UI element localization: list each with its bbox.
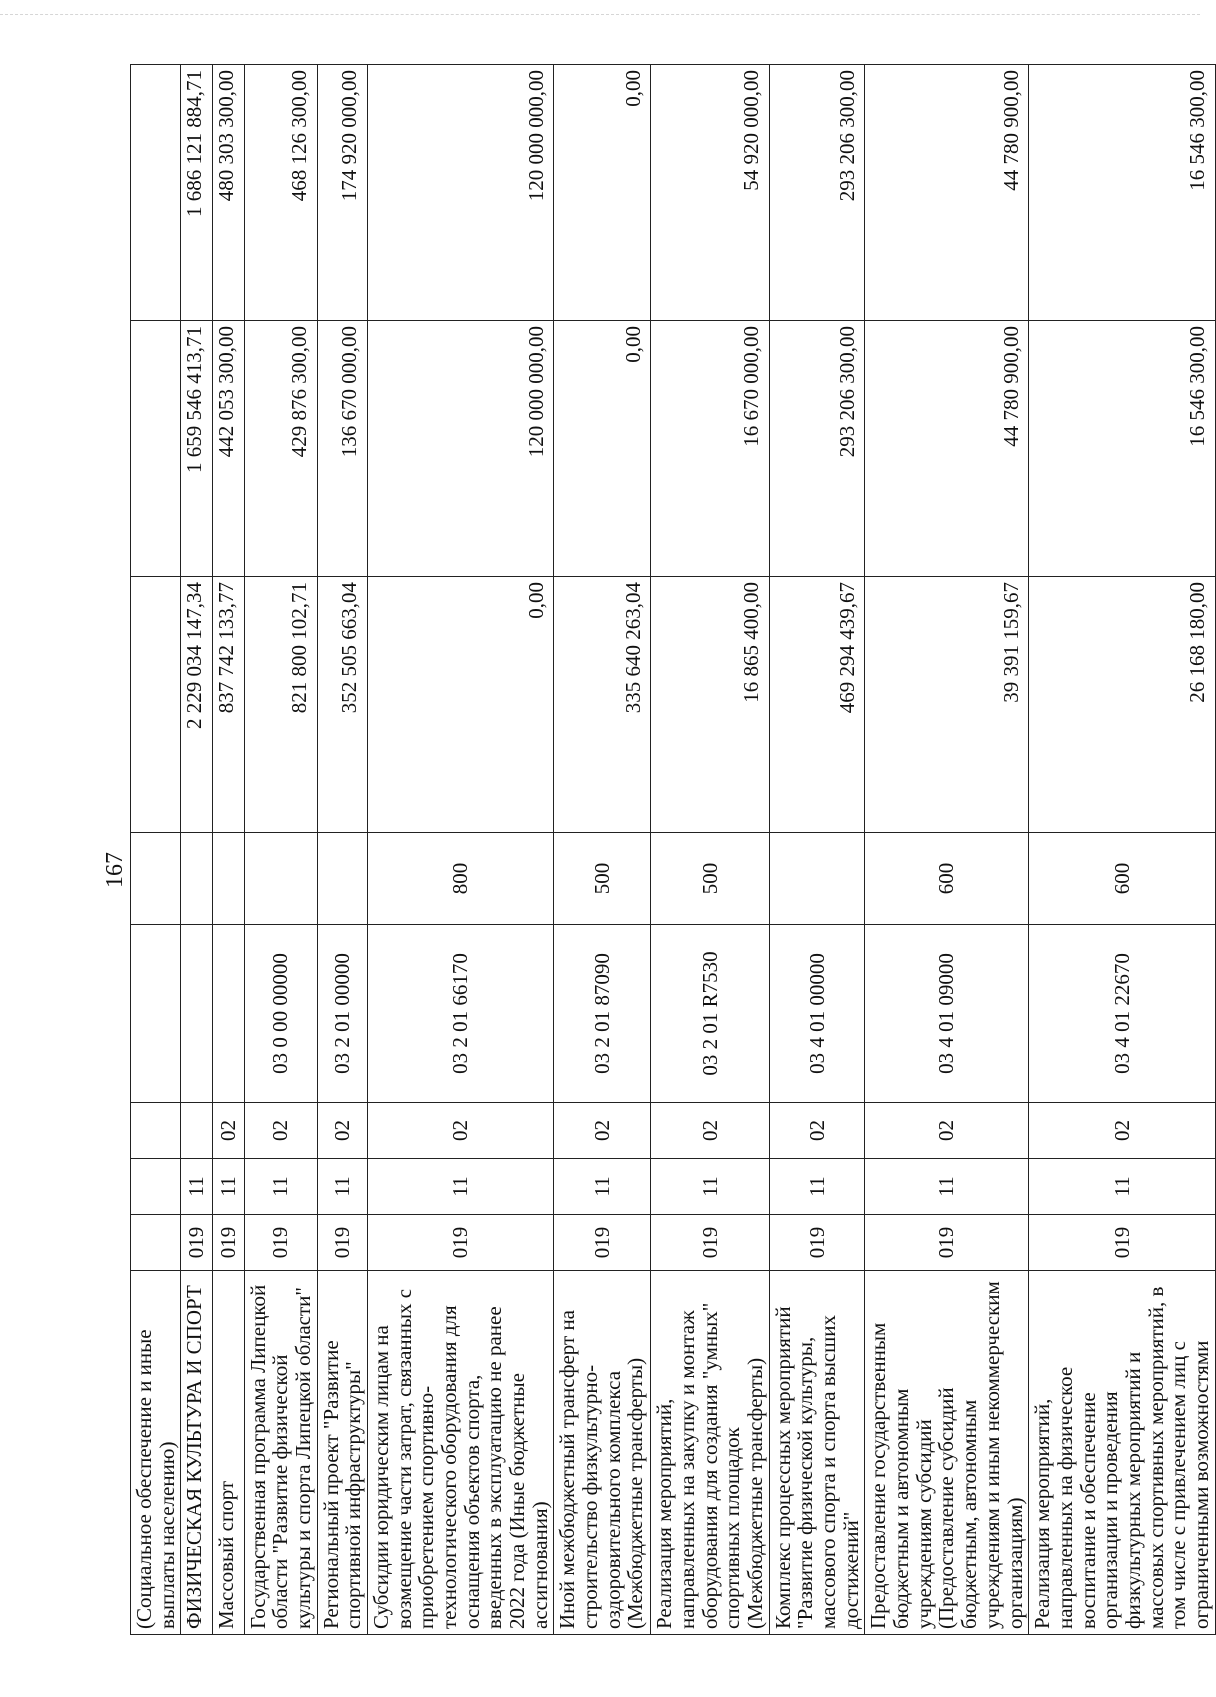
subsection-code-cell: 02	[368, 1103, 554, 1159]
table-row	[554, 65, 651, 1635]
target-article-cell: 03 4 01 00000	[769, 925, 865, 1103]
expense-type-cell	[244, 833, 317, 925]
amount-2022-cell	[131, 577, 181, 833]
amount-2023-cell: 16 670 000,00	[651, 321, 769, 577]
section-code-cell: 11	[213, 1159, 245, 1215]
scan-top-edge	[0, 0, 1200, 15]
amount-2023-cell: 136 670 000,00	[317, 321, 367, 577]
section-code-cell	[131, 1159, 181, 1215]
table-row	[131, 65, 181, 1635]
amount-2024-cell: 44 780 900,00	[865, 65, 1029, 321]
target-article-cell	[213, 925, 245, 1103]
target-article-cell: 03 2 01 66170	[368, 925, 554, 1103]
ved-code-cell: 019	[181, 1215, 213, 1271]
expense-type-cell: 500	[554, 833, 651, 925]
row-name-cell: (Социальное обеспечение и иные выплаты населению)	[131, 1271, 181, 1635]
subsection-code-cell: 02	[865, 1103, 1029, 1159]
subsection-code-cell: 02	[317, 1103, 367, 1159]
table-row	[769, 65, 865, 1635]
section-code-cell: 11	[865, 1159, 1029, 1215]
target-article-cell: 03 2 01 R7530	[651, 925, 769, 1103]
amount-2023-cell: 44 780 900,00	[865, 321, 1029, 577]
amount-2023-cell: 0,00	[554, 321, 651, 577]
amount-2024-cell: 480 303 300,00	[213, 65, 245, 321]
ved-code-cell: 019	[769, 1215, 865, 1271]
amount-2023-cell	[131, 321, 181, 577]
amount-2022-cell: 26 168 180,00	[1029, 577, 1215, 833]
expense-type-cell: 600	[865, 833, 1029, 925]
section-code-cell: 11	[651, 1159, 769, 1215]
section-code-cell: 11	[769, 1159, 865, 1215]
amount-2023-cell: 1 659 546 413,71	[181, 321, 213, 577]
amount-2024-cell: 174 920 000,00	[317, 65, 367, 321]
table-row	[213, 65, 245, 1635]
row-name-cell: Массовый спорт	[213, 1271, 245, 1635]
section-code-cell: 11	[244, 1159, 317, 1215]
amount-2024-cell: 1 686 121 884,71	[181, 65, 213, 321]
target-article-cell: 03 4 01 09000	[865, 925, 1029, 1103]
subsection-code-cell: 02	[213, 1103, 245, 1159]
target-article-cell: 03 4 01 22670	[1029, 925, 1215, 1103]
amount-2022-cell: 39 391 159,67	[865, 577, 1029, 833]
row-name-cell: Реализация мероприятий, направленных на физическое воспитание и обеспечение организации и проведения физкультурных мероприятий и массовых спортивных мероприятий, в том числе с привлечением лиц с ограниченными возможностями	[1029, 1271, 1215, 1635]
section-code-cell: 11	[554, 1159, 651, 1215]
ved-code-cell: 019	[1029, 1215, 1215, 1271]
expense-type-cell: 500	[651, 833, 769, 925]
row-name-cell: Региональный проект "Развитие спортивной инфраструктуры"	[317, 1271, 367, 1635]
amount-2023-cell: 120 000 000,00	[368, 321, 554, 577]
table-row	[1029, 65, 1215, 1635]
budget-table	[130, 64, 1216, 1635]
section-code-cell: 11	[317, 1159, 367, 1215]
table-row	[368, 65, 554, 1635]
expense-type-cell: 800	[368, 833, 554, 925]
target-article-cell	[131, 925, 181, 1103]
target-article-cell: 03 2 01 00000	[317, 925, 367, 1103]
subsection-code-cell: 02	[651, 1103, 769, 1159]
row-name-cell: Реализация мероприятий, направленных на закупку и монтаж оборудования для создания "умных" спортивных площадок (Межбюджетные трансферты)	[651, 1271, 769, 1635]
table-row	[181, 65, 213, 1635]
amount-2022-cell: 469 294 439,67	[769, 577, 865, 833]
subsection-code-cell: 02	[769, 1103, 865, 1159]
ved-code-cell: 019	[651, 1215, 769, 1271]
row-name-cell: Иной межбюджетный трансферт на строительство физкультурно-оздоровительного комплекса (Межбюджетные трансферты)	[554, 1271, 651, 1635]
row-name-cell: ФИЗИЧЕСКАЯ КУЛЬТУРА И СПОРТ	[181, 1271, 213, 1635]
table-row	[651, 65, 769, 1635]
section-code-cell: 11	[1029, 1159, 1215, 1215]
subsection-code-cell	[181, 1103, 213, 1159]
amount-2022-cell: 16 865 400,00	[651, 577, 769, 833]
amount-2022-cell: 0,00	[368, 577, 554, 833]
row-name-cell: Предоставление государственным бюджетным и автономным учреждениям субсидий (Предоставление субсидий бюджетным, автономным учреждениям и иным некоммерческим организациям)	[865, 1271, 1029, 1635]
ved-code-cell: 019	[368, 1215, 554, 1271]
target-article-cell: 03 2 01 87090	[554, 925, 651, 1103]
expense-type-cell	[213, 833, 245, 925]
expense-type-cell	[769, 833, 865, 925]
page-number: 167	[102, 852, 128, 888]
target-article-cell	[181, 925, 213, 1103]
amount-2023-cell: 442 053 300,00	[213, 321, 245, 577]
ved-code-cell: 019	[317, 1215, 367, 1271]
expense-type-cell	[131, 833, 181, 925]
section-code-cell: 11	[368, 1159, 554, 1215]
ved-code-cell: 019	[244, 1215, 317, 1271]
budget-table-body	[131, 65, 1216, 1635]
amount-2024-cell: 468 126 300,00	[244, 65, 317, 321]
ved-code-cell: 019	[213, 1215, 245, 1271]
amount-2023-cell: 429 876 300,00	[244, 321, 317, 577]
amount-2022-cell: 352 505 663,04	[317, 577, 367, 833]
subsection-code-cell: 02	[1029, 1103, 1215, 1159]
amount-2022-cell: 335 640 263,04	[554, 577, 651, 833]
subsection-code-cell: 02	[244, 1103, 317, 1159]
subsection-code-cell	[131, 1103, 181, 1159]
table-row	[317, 65, 367, 1635]
expense-type-cell	[181, 833, 213, 925]
amount-2022-cell: 837 742 133,77	[213, 577, 245, 833]
amount-2024-cell	[131, 65, 181, 321]
target-article-cell: 03 0 00 00000	[244, 925, 317, 1103]
table-row	[865, 65, 1029, 1635]
ved-code-cell: 019	[865, 1215, 1029, 1271]
subsection-code-cell: 02	[554, 1103, 651, 1159]
amount-2023-cell: 293 206 300,00	[769, 321, 865, 577]
row-name-cell: Комплекс процессных мероприятий "Развитие физической культуры, массового спорта и спорта высших достижений"	[769, 1271, 865, 1635]
expense-type-cell	[317, 833, 367, 925]
amount-2024-cell: 120 000 000,00	[368, 65, 554, 321]
amount-2024-cell: 0,00	[554, 65, 651, 321]
amount-2024-cell: 54 920 000,00	[651, 65, 769, 321]
ved-code-cell	[131, 1215, 181, 1271]
amount-2024-cell: 293 206 300,00	[769, 65, 865, 321]
section-code-cell: 11	[181, 1159, 213, 1215]
row-name-cell: Субсидии юридическим лицам на возмещение части затрат, связанных с приобретением спортивно-технологического оборудования для оснащения объектов спорта, введенных в эксплуатацию не ранее 2022 года (Иные бюджетные ассигнования)	[368, 1271, 554, 1635]
amount-2024-cell: 16 546 300,00	[1029, 65, 1215, 321]
expense-type-cell: 600	[1029, 833, 1215, 925]
table-row	[244, 65, 317, 1635]
amount-2023-cell: 16 546 300,00	[1029, 321, 1215, 577]
ved-code-cell: 019	[554, 1215, 651, 1271]
row-name-cell: Государственная программа Липецкой области "Развитие физической культуры и спорта Липецкой области"	[244, 1271, 317, 1635]
amount-2022-cell: 2 229 034 147,34	[181, 577, 213, 833]
amount-2022-cell: 821 800 102,71	[244, 577, 317, 833]
rotated-page-content	[130, 65, 1213, 1635]
